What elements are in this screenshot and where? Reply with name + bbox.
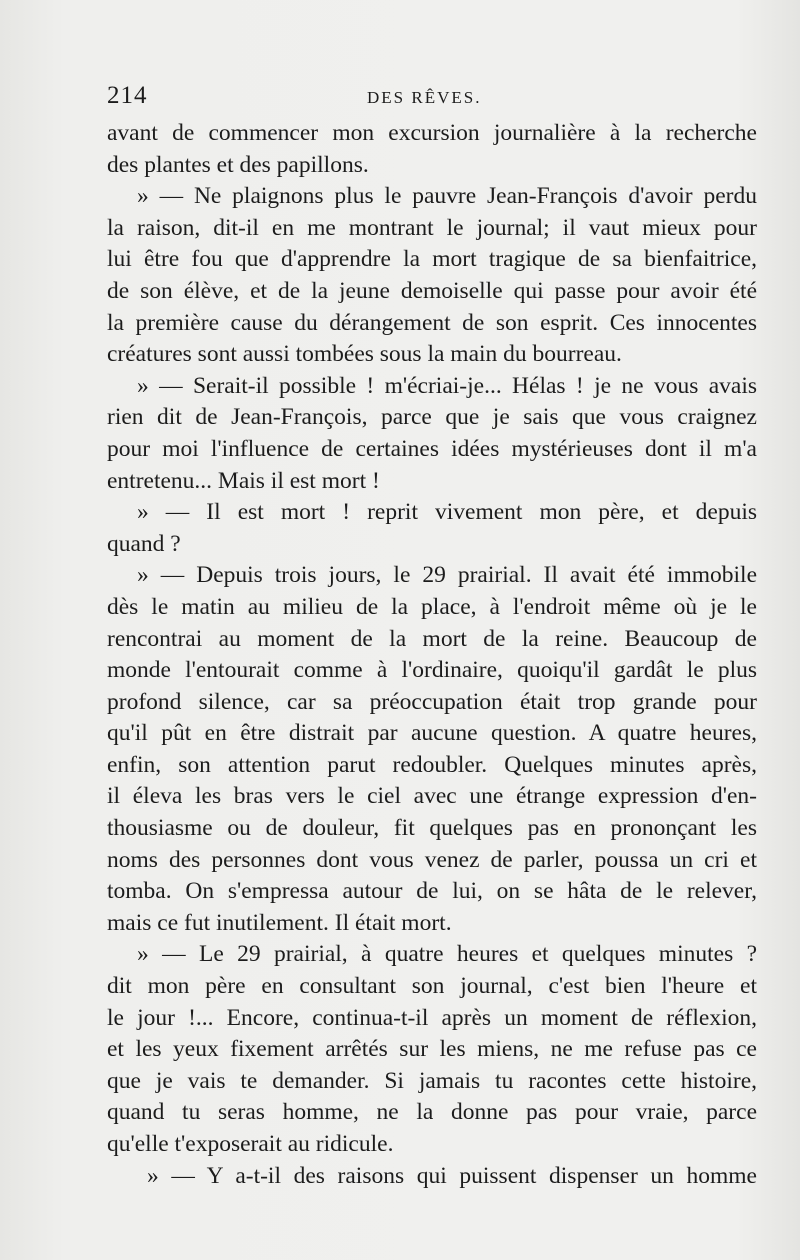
text-line: rien dit de Jean-François, parce que je sais que vous craignez — [107, 404, 757, 431]
text-line: monde l'entourait comme à l'ordinaire, quoiqu'il gardât le plus — [107, 657, 757, 684]
text-line: il éleva les bras vers le ciel avec une étrange expression d'en- — [107, 783, 757, 810]
text-line: avant de commencer mon excursion journalière à la recherche — [107, 120, 757, 146]
text-line: le jour !... Encore, continua-t-il après un moment de réflexion, — [107, 1004, 757, 1031]
text-line: lui être fou que d'apprendre la mort tragique de sa bienfaitrice, — [107, 246, 757, 273]
text-line: des plantes et des papillons. — [107, 151, 369, 178]
text-line: que je vais te demander. Si jamais tu racontes cette histoire, — [107, 1067, 757, 1094]
text-line: tomba. On s'empressa autour de lui, on se hâta de le relever, — [107, 878, 757, 905]
text-line: enfin, son attention parut redoubler. Quelques minutes après, — [107, 751, 757, 778]
text-line: profond silence, car sa préoccupation était trop grande pour — [107, 688, 757, 715]
text-line: » — Serait-il possible ! m'écriai-je... Hélas ! je ne vous avais — [137, 372, 757, 399]
text-line: thousiasme ou de douleur, fit quelques pas en prononçant les — [107, 815, 757, 842]
text-line: » — Depuis trois jours, le 29 prairial. Il avait été immobile — [137, 562, 757, 589]
text-line: quand tu seras homme, ne la donne pas pour vraie, parce — [107, 1099, 757, 1126]
text-line: créatures sont aussi tombées sous la main du bourreau. — [107, 341, 622, 368]
page-number: 214 — [107, 82, 148, 109]
body-text — [107, 118, 757, 1192]
text-line: » — Il est mort ! reprit vivement mon père, et depuis — [137, 499, 757, 526]
text-line: qu'il pût en être distrait par aucune question. A quatre heures, — [107, 720, 757, 747]
running-head: DES RÊVES. — [367, 88, 482, 107]
text-line: pour moi l'influence de certaines idées mystérieuses dont il m'a — [107, 435, 757, 462]
text-line: dès le matin au milieu de la place, à l'endroit même où je le — [107, 593, 757, 620]
text-line: noms des personnes dont vous venez de parler, poussa un cri et — [107, 846, 757, 873]
text-line: » — Le 29 prairial, à quatre heures et quelques minutes ? — [137, 941, 757, 968]
text-line: dit mon père en consultant son journal, c'est bien l'heure et — [107, 973, 757, 1000]
text-line: » — Y a-t-il des raisons qui puissent dispenser un homme — [147, 1162, 757, 1189]
text-line: rencontrai au moment de la mort de la reine. Beaucoup de — [107, 625, 757, 652]
text-line: qu'elle t'exposerait au ridicule. — [107, 1131, 394, 1157]
text-line: et les yeux fixement arrêtés sur les miens, ne me refuse pas ce — [107, 1036, 757, 1063]
text-line: mais ce fut inutilement. Il était mort. — [107, 909, 452, 936]
text-line: la première cause du dérangement de son esprit. Ces innocentes — [107, 309, 757, 336]
text-line: de son élève, et de la jeune demoiselle qui passe pour avoir été — [107, 277, 757, 304]
text-line: la raison, dit-il en me montrant le journal; il vaut mieux pour — [107, 214, 757, 241]
text-line: entretenu... Mais il est mort ! — [107, 467, 380, 494]
text-line: » — Ne plaignons plus le pauvre Jean-François d'avoir perdu — [137, 183, 757, 210]
page-header — [107, 82, 757, 116]
text-line: quand ? — [107, 530, 181, 557]
